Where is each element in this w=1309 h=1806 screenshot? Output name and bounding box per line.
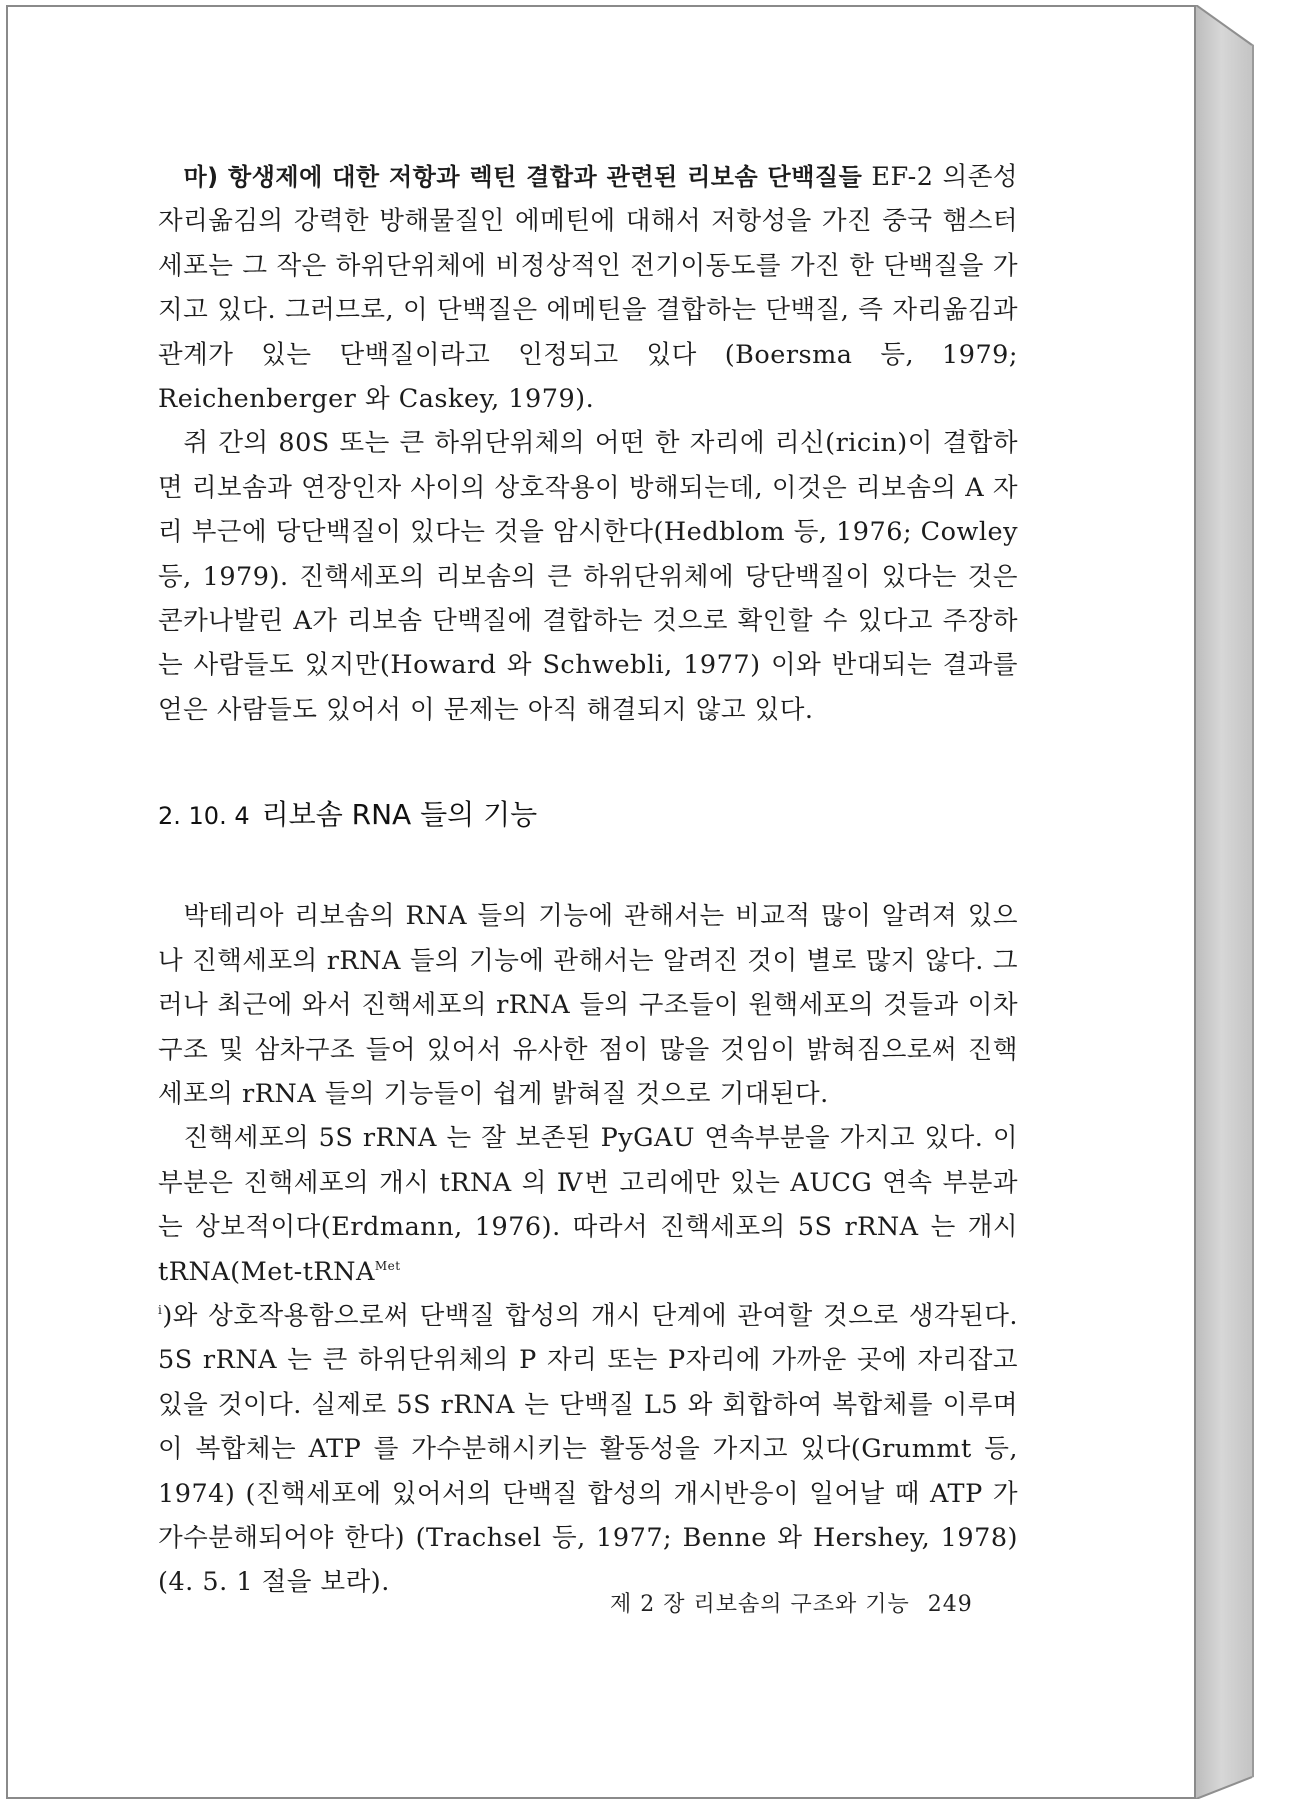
page-number: 249 xyxy=(927,1592,973,1617)
paragraph-text: 박테리아 리보솜의 RNA 들의 기능에 관해서는 비교적 많이 알려져 있으나 진핵세포의 rRNA 들의 기능에 관해서는 알려진 것이 별로 많지 않다. 그러나 최근에 와서 진핵세포의 rRNA 들의 구조들이 원핵세포의 것들과 이차구조 및 삼차구조 들어 있어서 유사한 점이 많을 것임이 밝혀짐으로써 진핵세포의 rRNA 들의 기능들이 쉽게 밝혀질 것으로 기대된다. xyxy=(158,901,1018,1109)
footer-chapter: 제 2 장 리보솜의 구조와 기능 xyxy=(610,1592,910,1617)
paragraph-5s-rrna xyxy=(158,1116,1018,1604)
section-number: 2. 10. 4 xyxy=(158,802,250,831)
page-footer xyxy=(610,1587,973,1618)
paragraph-bacterial-rna xyxy=(158,894,1018,1116)
superscript-text: Met xyxy=(374,1258,401,1273)
paragraph-antibiotic-resistance xyxy=(158,155,1018,421)
paragraph-ricin xyxy=(158,421,1018,732)
section-title: 리보솜 RNA 들의 기능 xyxy=(261,798,538,832)
subscript-text: i xyxy=(158,1302,163,1317)
paragraph-text-a: 진핵세포의 5S rRNA 는 잘 보존된 PyGAU 연속부분을 가지고 있다. 이 부분은 진핵세포의 개시 tRNA 의 Ⅳ번 고리에만 있는 AUCG 연속 부분과는 상보적이다(Erdmann, 1976). 따라서 진핵세포의 5S rRNA 는 개시 tRNA(Met-tRNA xyxy=(158,1123,1018,1287)
paragraph-text: EF-2 의존성 자리옮김의 강력한 방해물질인 에메틴에 대해서 저항성을 가진 중국 햄스터 세포는 그 작은 하위단위체에 비정상적인 전기이동도를 가진 한 단백질을 가지고 있다. 그러므로, 이 단백질은 에메틴을 결합하는 단백질, 즉 자리옮김과 관계가 있는 단백질이라고 인정되고 있다 (Boersma 등, 1979; Reichenberger 와 Caskey, 1979). xyxy=(158,162,1018,415)
paragraph-text: 쥐 간의 80S 또는 큰 하위단위체의 어떤 한 자리에 리신(ricin)이 결합하면 리보솜과 연장인자 사이의 상호작용이 방해되는데, 이것은 리보솜의 A 자리 부근에 당단백질이 있다는 것을 암시한다(Hedblom 등, 1976; Cowley 등, 1979). 진핵세포의 리보솜의 큰 하위단위체에 당단백질이 있다는 것은 콘카나발린 A가 리보솜 단백질에 결합하는 것으로 확인할 수 있다고 주장하는 사람들도 있지만(Howard 와 Schwebli, 1977) 이와 반대되는 결과를 얻은 사람들도 있어서 이 문제는 아직 해결되지 않고 있다. xyxy=(158,428,1018,725)
page-content xyxy=(158,155,1018,1605)
paragraph-text-b: )와 상호작용함으로써 단백질 합성의 개시 단계에 관여할 것으로 생각된다. 5S rRNA 는 큰 하위단위체의 P 자리 또는 P자리에 가까운 곳에 자리잡고 있을 것이다. 실제로 5S rRNA 는 단백질 L5 와 회합하여 복합체를 이루며 이 복합체는 ATP 를 가수분해시키는 활동성을 가지고 있다(Grummt 등, 1974) (진핵세포에 있어서의 단백질 합성의 개시반응이 일어날 때 ATP 가 가수분해되어야 한다) (Trachsel 등, 1977; Benne 와 Hershey, 1978) (4. 5. 1 절을 보라). xyxy=(158,1300,1018,1598)
paragraph-lead: 마) 항생제에 대한 저항과 렉틴 결합과 관련된 리보솜 단백질들 xyxy=(183,163,863,191)
section-heading xyxy=(158,795,1018,836)
book-spine xyxy=(1196,5,1254,1799)
